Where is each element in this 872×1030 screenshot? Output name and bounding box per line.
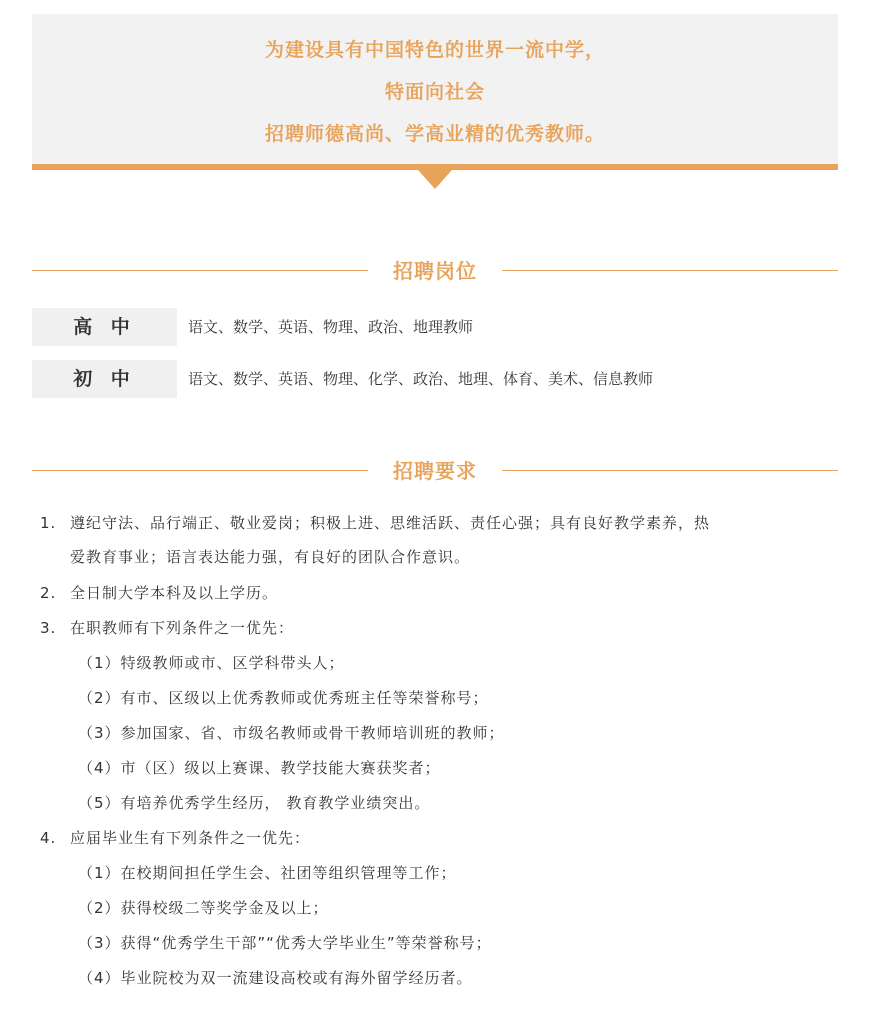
positions-section-header <box>32 256 838 286</box>
position-row-middle-school <box>32 360 838 398</box>
requirements-title: 招聘要求 <box>393 459 477 483</box>
sub-requirement: （3）参加国家、省、市级名教师或骨干教师培训班的教师； <box>78 724 505 742</box>
position-level-label: 初 中 <box>32 360 177 398</box>
banner-line-2: 特面向社会 <box>384 81 485 103</box>
header-rule-right <box>502 470 838 471</box>
header-rule-right <box>502 270 838 271</box>
down-arrow-icon <box>418 170 452 189</box>
sub-requirement: （1）特级教师或市、区学科带头人； <box>78 654 345 672</box>
sub-requirement: （2）获得校级二等奖学金及以上； <box>78 899 329 917</box>
position-row-high-school <box>32 308 838 346</box>
list-number: 3. <box>40 619 57 637</box>
requirement-text-continued: 爱教育事业；语言表达能力强，有良好的团队合作意识。 <box>70 548 471 566</box>
banner-line-3: 招聘师德高尚、学高业精的优秀教师。 <box>264 123 605 145</box>
positions-title: 招聘岗位 <box>393 259 477 283</box>
header-rule-left <box>32 470 368 471</box>
position-subjects: 语文、数学、英语、物理、政治、地理教师 <box>188 318 474 336</box>
list-number: 2. <box>40 584 57 602</box>
intro-banner <box>32 14 838 164</box>
sub-requirement: （4）毕业院校为双一流建设高校或有海外留学经历者。 <box>78 969 473 987</box>
requirements-section-header <box>32 456 838 486</box>
list-number: 1. <box>40 514 57 532</box>
banner-line-1: 为建设具有中国特色的世界一流中学， <box>264 39 605 61</box>
sub-requirement: （1）在校期间担任学生会、社团等组织管理等工作； <box>78 864 457 882</box>
sub-requirement: （4）市（区）级以上赛课、教学技能大赛获奖者； <box>78 759 441 777</box>
requirement-text: 遵纪守法、品行端正、敬业爱岗；积极上进、思维活跃、责任心强；具有良好教学素养，热 <box>70 514 711 532</box>
sub-requirement: （3）获得“优秀学生干部”“优秀大学毕业生”等荣誉称号； <box>78 934 492 952</box>
list-number: 4. <box>40 829 57 847</box>
requirement-text: 全日制大学本科及以上学历。 <box>70 584 279 602</box>
position-level-label: 高 中 <box>32 308 177 346</box>
sub-requirement: （5）有培养优秀学生经历， 教育教学业绩突出。 <box>78 794 431 812</box>
requirement-text: 在职教师有下列条件之一优先： <box>70 619 295 637</box>
requirement-text: 应届毕业生有下列条件之一优先： <box>70 829 311 847</box>
sub-requirement: （2）有市、区级以上优秀教师或优秀班主任等荣誉称号； <box>78 689 489 707</box>
header-rule-left <box>32 270 368 271</box>
position-subjects: 语文、数学、英语、物理、化学、政治、地理、体育、美术、信息教师 <box>188 370 654 388</box>
